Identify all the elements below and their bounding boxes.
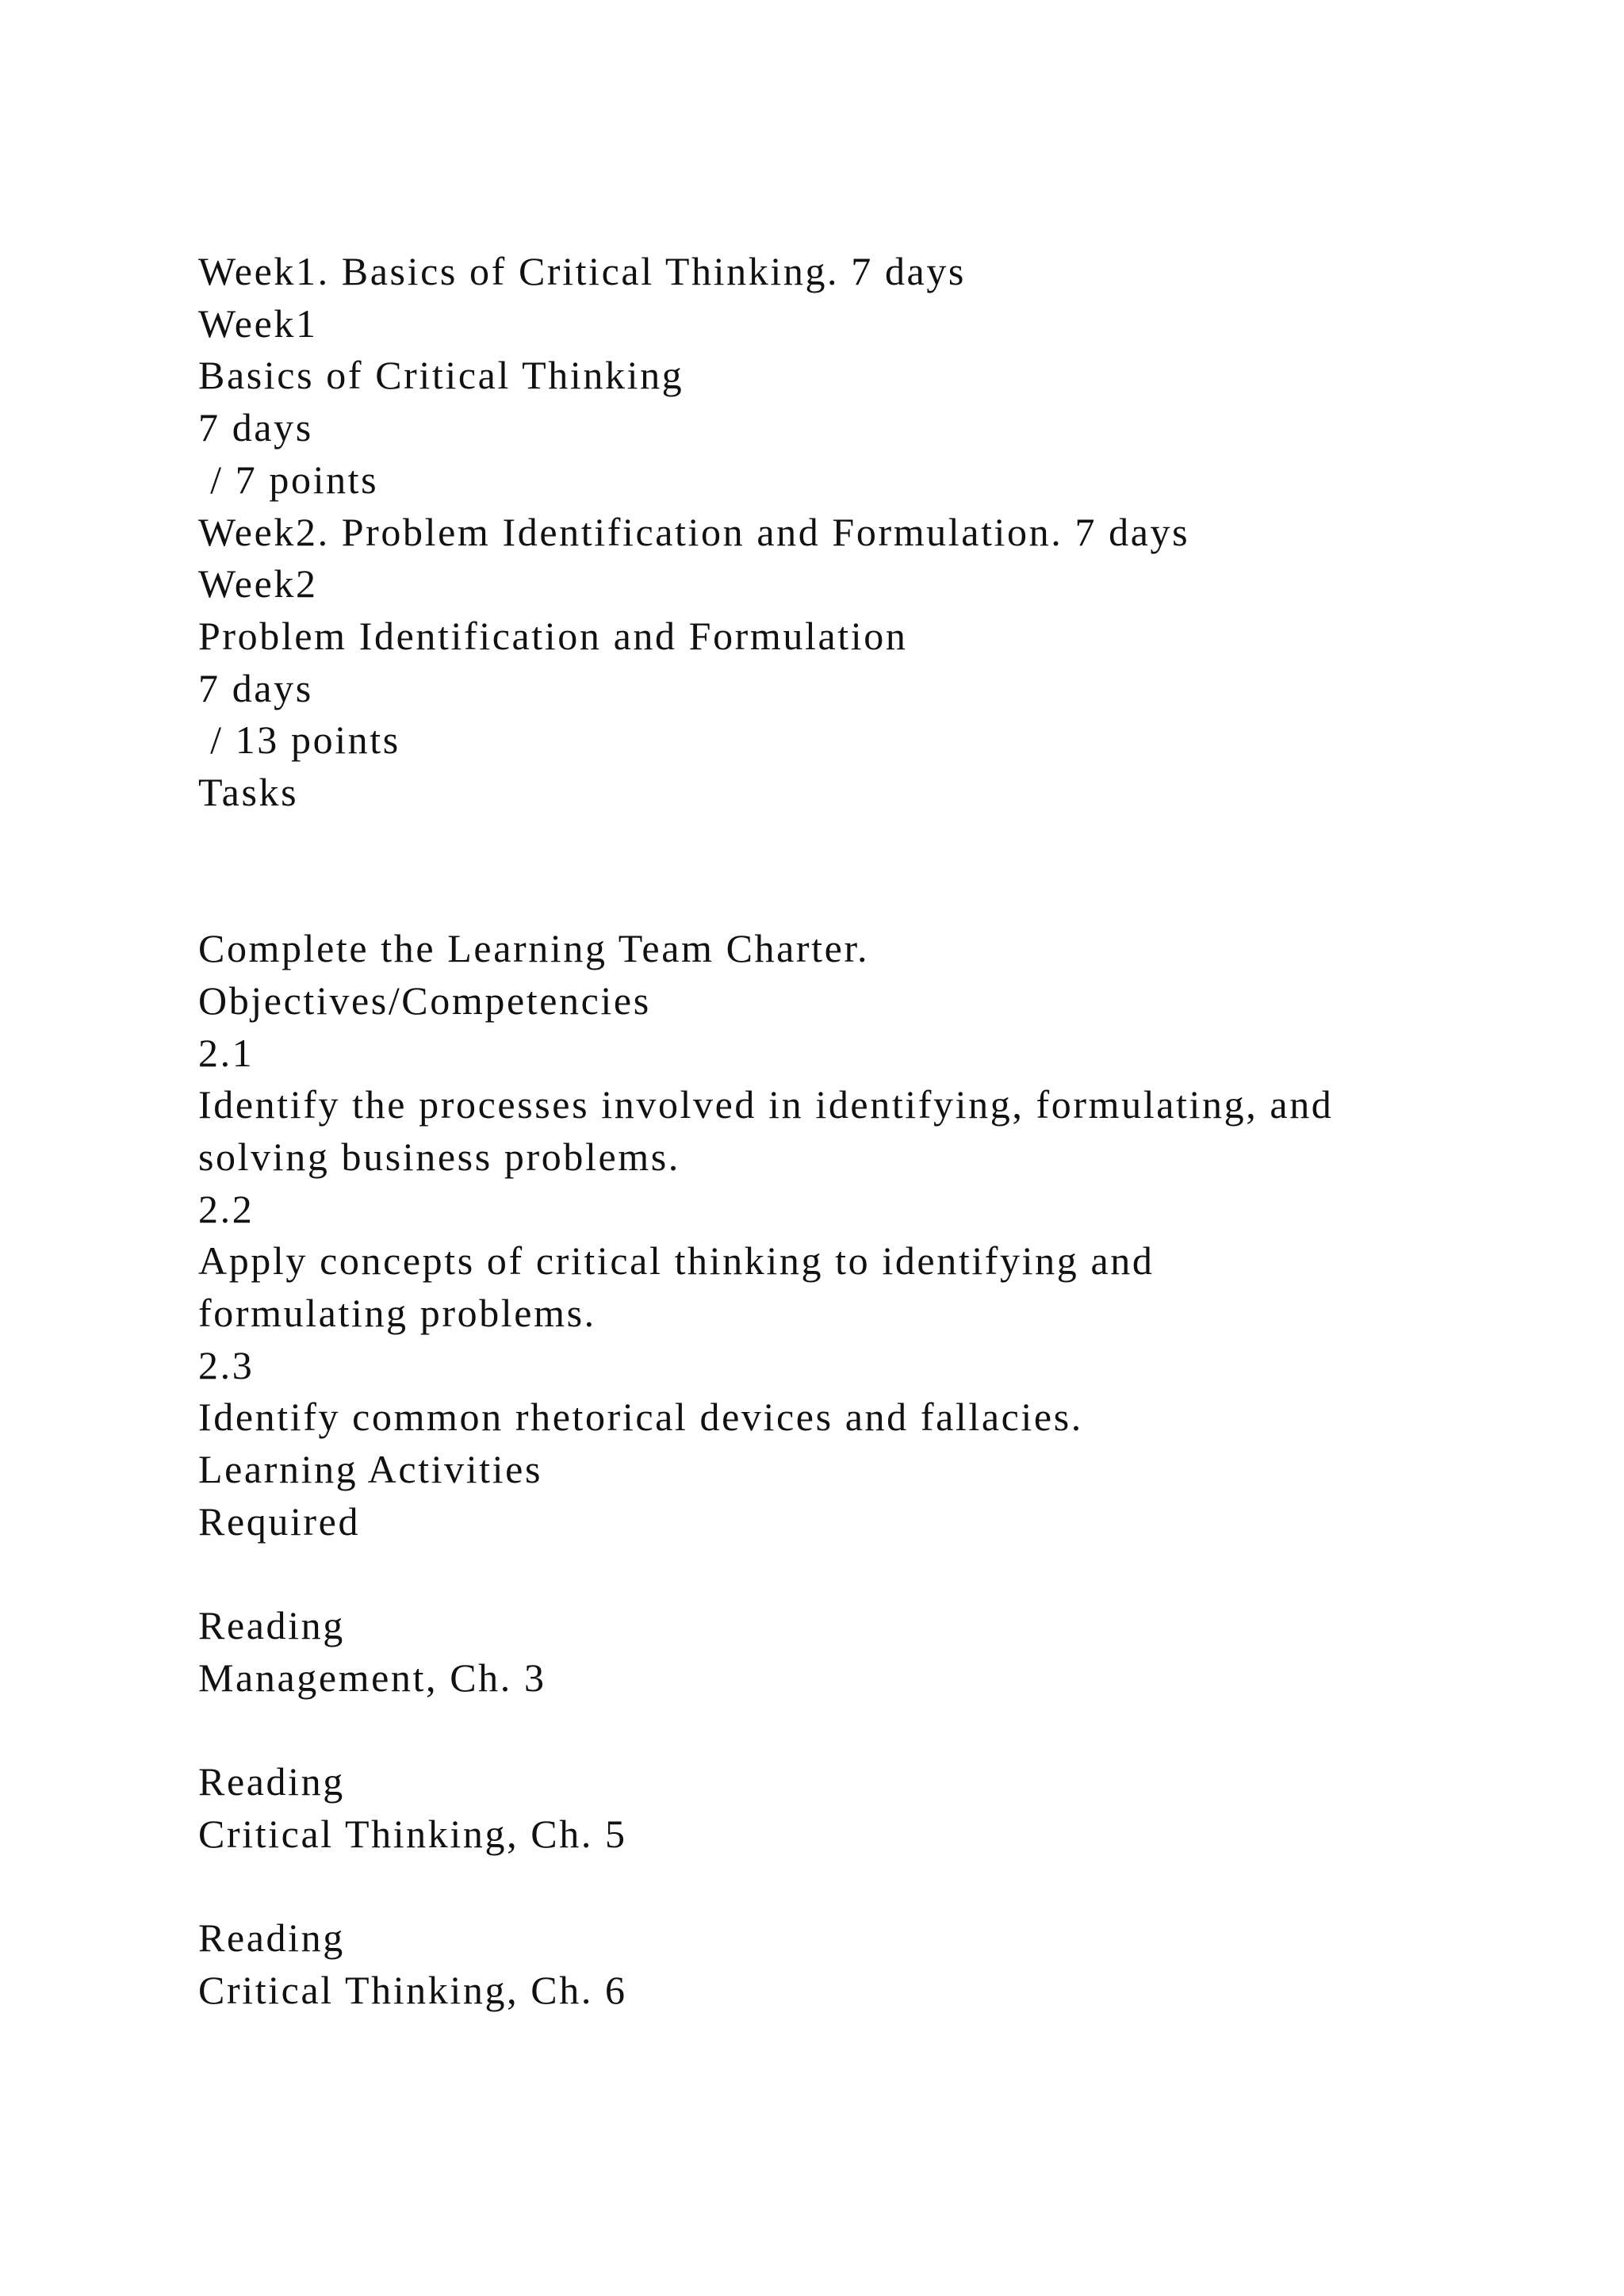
week2-title: Problem Identification and Formulation xyxy=(198,613,908,658)
week2-header: Week2. Problem Identification and Formulation. 7 days xyxy=(198,509,1190,554)
spacer xyxy=(198,819,1507,871)
reading-source: Critical Thinking, Ch. 5 xyxy=(198,1812,627,1857)
reading-type: Reading xyxy=(198,1603,345,1648)
task-item: Complete the Learning Team Charter. xyxy=(198,926,870,971)
reading-type: Reading xyxy=(198,1915,345,1961)
document-body xyxy=(198,246,1507,2017)
required-label: Required xyxy=(198,1498,361,1544)
week1-duration: 7 days xyxy=(198,405,313,450)
week1-label: Week1 xyxy=(198,300,318,346)
objective-number: 2.3 xyxy=(198,1342,255,1387)
week1-title: Basics of Critical Thinking xyxy=(198,353,684,398)
tasks-heading: Tasks xyxy=(198,770,299,815)
week1-header: Week1. Basics of Critical Thinking. 7 days xyxy=(198,249,966,293)
reading-source: Critical Thinking, Ch. 6 xyxy=(198,1968,627,2013)
week2-label: Week2 xyxy=(198,561,318,607)
week2-points: / 13 points xyxy=(198,718,400,763)
objective-text: Identify the processes involved in identifying, formulating, and xyxy=(198,1082,1334,1127)
objective-number: 2.1 xyxy=(198,1030,255,1075)
week1-points: / 7 points xyxy=(198,457,379,502)
objective-text-continued: solving business problems. xyxy=(198,1134,680,1179)
objective-text: Apply concepts of critical thinking to identifying and xyxy=(198,1238,1155,1284)
reading-source: Management, Ch. 3 xyxy=(198,1655,546,1700)
spacer xyxy=(198,1861,1507,1913)
objective-number: 2.2 xyxy=(198,1186,255,1231)
spacer xyxy=(198,1548,1507,1601)
spacer xyxy=(198,871,1507,923)
objectives-heading: Objectives/Competencies xyxy=(198,978,651,1023)
week2-duration: 7 days xyxy=(198,665,313,710)
objective-text: Identify common rhetorical devices and fallacies. xyxy=(198,1395,1083,1440)
reading-type: Reading xyxy=(198,1759,345,1804)
objective-text-continued: formulating problems. xyxy=(198,1291,596,1336)
spacer xyxy=(198,1705,1507,1757)
activities-heading: Learning Activities xyxy=(198,1447,543,1492)
